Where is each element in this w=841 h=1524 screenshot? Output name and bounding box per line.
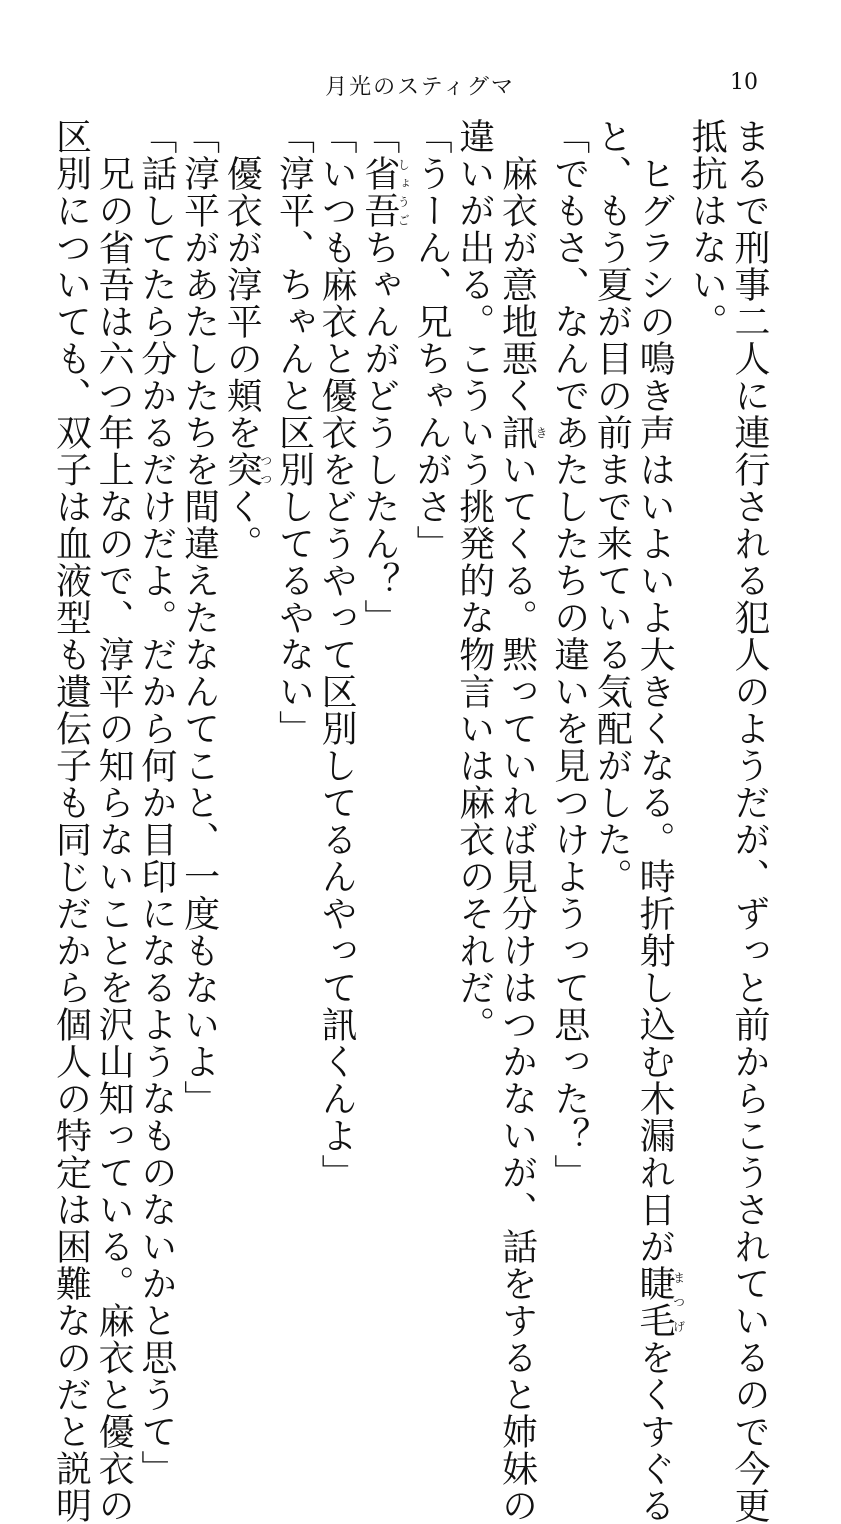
text-segment: 兄の省吾は六つ年上なので、淳平の知らないことを沢山知っている。麻衣と優衣の <box>93 118 135 1524</box>
text-segment: 「話してたら分かるだけだよ。だから何か目印になるようなものないかと思うて」 <box>135 118 177 1487</box>
text-line <box>590 118 633 1148</box>
text-line <box>177 118 220 1148</box>
text-line <box>727 118 770 1524</box>
text-segment: まるで刑事二人に連行される犯人のようだが、ずっと前からこうされているので今更 <box>729 118 770 1524</box>
text-line <box>91 118 135 1524</box>
text-line <box>547 118 590 1191</box>
ruby-reading: まつげ <box>671 1265 686 1339</box>
ruby-base: 突 <box>221 451 263 488</box>
text-line <box>452 118 495 1148</box>
ruby-word <box>358 155 411 229</box>
text-line <box>314 118 358 1191</box>
text-segment: 区別についても、双子は血液型も遺伝子も同じだから個人の特定は困難なのだと説明 <box>50 118 92 1524</box>
text-segment: 「いつも麻衣と優衣をどうやって区別してるんやって訊くんよ」 <box>316 118 358 1191</box>
text-line <box>632 118 686 1524</box>
text-segment: 「淳平、ちゃんと区別してるやない」 <box>273 118 315 747</box>
text-segment: 「 <box>358 118 400 155</box>
ruby-base: 省吾 <box>358 155 400 229</box>
text-line <box>357 118 409 1148</box>
running-header-title: 月光のスティグマ <box>325 75 515 100</box>
text-segment: 「でもさ、なんであたしたちの違いを見つけようって思った？」 <box>548 118 590 1191</box>
text-segment: と、もう夏が目の前まで来ている気配がした。 <box>591 118 633 895</box>
text-segment: 優衣が淳平の頬を <box>221 118 263 451</box>
text-segment: 「淳平があたしたちを間違えたなんてこと、一度もないよ」 <box>178 118 220 1117</box>
text-line <box>220 118 272 1148</box>
text-segment: 「うーん、兄ちゃんがさ」 <box>411 118 453 562</box>
text-segment: 抵抗はない。 <box>686 118 728 340</box>
ruby-base: 訊 <box>496 414 538 451</box>
text-segment: く。 <box>221 488 263 562</box>
ruby-word <box>221 451 273 488</box>
text-segment: 麻衣が意地悪く <box>496 118 538 414</box>
ruby-reading: き <box>533 414 548 451</box>
text-line <box>49 118 92 1524</box>
text-line <box>409 118 452 1148</box>
ruby-word <box>496 414 548 451</box>
novel-body-text <box>50 118 770 1524</box>
page-number: 10 <box>730 70 758 95</box>
text-line <box>272 118 315 1148</box>
text-segment: いてくる。黙っていれば見分けはつかないが、話をすると姉妹の <box>496 451 538 1524</box>
text-line <box>134 118 177 1487</box>
ruby-reading: しょうご <box>396 155 411 229</box>
text-segment: ちゃんがどうしたん？」 <box>358 229 400 636</box>
ruby-word <box>634 1265 686 1339</box>
text-line <box>495 118 548 1524</box>
text-segment: をくすぐる <box>634 1339 676 1524</box>
text-segment: ヒグラシの鳴き声はいよいよ大きくなる。時折射し込む木漏れ日が <box>634 118 676 1265</box>
ruby-base: 睫毛 <box>634 1265 676 1339</box>
text-segment: 違いが出る。こういう挑発的な物言いは麻衣のそれだ。 <box>453 118 495 1043</box>
ruby-reading: つつ <box>258 451 273 488</box>
text-line <box>685 118 728 1148</box>
